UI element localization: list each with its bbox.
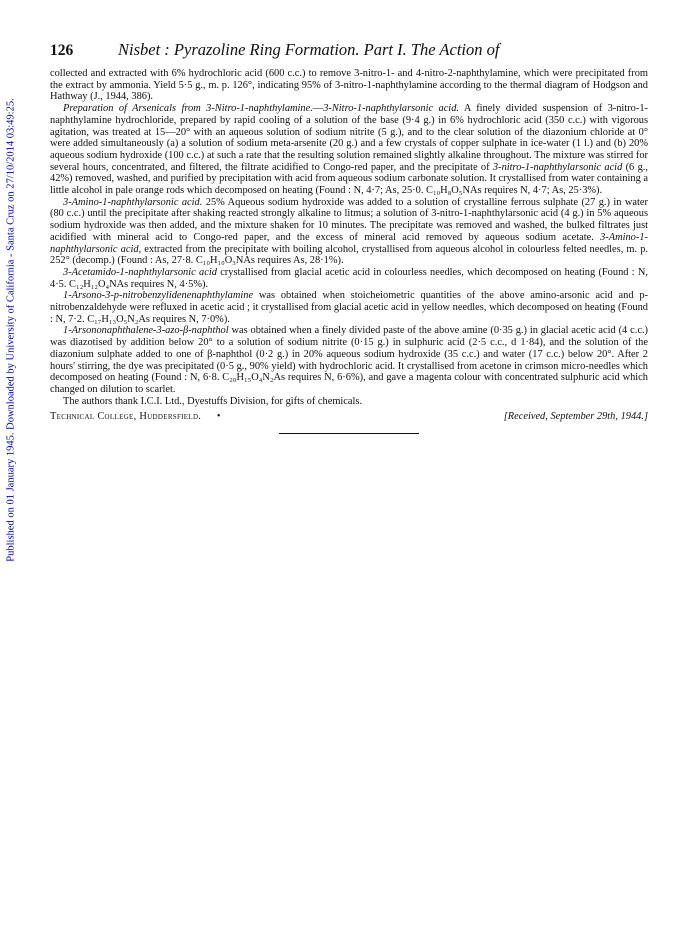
page-number: 126: [50, 42, 74, 59]
running-header: [50, 40, 648, 64]
download-notice: [3, 60, 19, 600]
page: [50, 40, 648, 434]
article-body: [50, 68, 648, 434]
paragraph-acetamido: 3-Acetamido-1-naphthylarsonic acid crystallised from glacial acetic acid in colourless needles, which decomposed on heating (Found : N, 4·5. C₁₂H₁₂O₄NAs requires N, 4·5%).: [50, 266, 648, 290]
article-footer: [50, 411, 648, 423]
bullet-mark: •: [216, 411, 221, 423]
section-heading: Preparation of Arsenicals from 3-Nitro-1-naphthylamine.: [63, 103, 313, 115]
compound-heading-benzylidene: 1-Arsono-3-p-nitrobenzylidenenaphthylamine: [63, 290, 254, 302]
paragraph-azo-naphthol: 1-Arsononaphthalene-3-azo-β-naphthol was obtained when a finely divided paste of the above amine (0·35 g.) in glacial acetic acid (4 c.c.) was diazotised by addition below 20° to a solution of sodium nitrite (0·15 g.) in sulphuric acid (2·5 c.c., d 1·84), and the solution of the diazonium sulphate added to one of β-naphthol (0·2 g.) in 20% aqueous sodium hydroxide (35 c.c.) and water (17 c.c.) below 20°. After 2 hours' stirring, the dye was precipitated (0·5 g., 90% yield) with hydrochloric acid. It crystallised from acetone in crimson micro-needles which decomposed on heating (Found : N, 6·8. C₂₀H₁₅O₄N₂As requires N, 6·6%), and gave a magenta colour with concentrated sulphuric acid which changed on dilution to scarlet.: [50, 325, 648, 395]
compound-heading-amino: 3-Amino-1-naphthylarsonic acid.: [63, 196, 203, 208]
paragraph-nitro-arsonic: Preparation of Arsenicals from 3-Nitro-1-naphthylamine.—3-Nitro-1-naphthylarsonic acid. A finely divided suspension of 3-nitro-1-naphthylamine hydrochloride, prepared by rapid cooling of a solution of the base (9·4 g.) in 6% hydrochloric acid (350 c.c.) with vigorous agitation, was treated at 15—20° with an aqueous solution of sodium nitrite (5 g.), and to the clear solution of the diazonium chloride at 0° were added simultaneously (a) a solution of sodium meta-arsenite (20 g.) and a few crystals of copper sulphate in ice-water (1 l.) and (b) 20% aqueous sodium hydroxide (100 c.c.) at such a rate that the resulting solution remained slightly alkaline throughout. The mixture was stirred for several hours, concentrated, and filtered, the filtrate acidified to Congo-red paper, and the precipitate of 3-nitro-1-naphthylarsonic acid (6 g., 42%) removed, washed, and purified by precipitation with acid from aqueous sodium carbonate solution. It crystallised from water containing a little alcohol in pale orange rods which decomposed on heating (Found : N, 4·7; As, 25·0. C₁₀H₈O₅NAs requires N, 4·7; As, 25·3%).: [50, 103, 648, 197]
affiliation-group: [50, 411, 220, 423]
affiliation: Technical College, Huddersfield.: [50, 411, 202, 423]
compound-heading-azo: 1-Arsononaphthalene-3-azo-β-naphthol: [63, 325, 229, 337]
paragraph-arsono-benzylidene: 1-Arsono-3-p-nitrobenzylidenenaphthylamine was obtained when stoicheiometric quantities of the above amino-arsonic acid and p-nitrobenzaldehyde were refluxed in acetic acid ; it crystallised from glacial acetic acid in yellow needles, which decomposed on heating (Found : N, 7·2. C₁₇H₁₃O₅N₂As requires N, 7·0%).: [50, 290, 648, 325]
running-title: Nisbet : Pyrazoline Ring Formation. Part I. The Action of: [118, 40, 500, 59]
end-rule: [279, 433, 419, 434]
compound-heading-nitro: 3-Nitro-1-naphthylarsonic acid.: [323, 103, 459, 115]
compound-heading-acetamido: 3-Acetamido-1-naphthylarsonic acid: [63, 266, 217, 278]
paragraph-amino-arsonic: 3-Amino-1-naphthylarsonic acid. 25% Aqueous sodium hydroxide was added to a solution of crystalline ferrous sulphate (27 g.) in water (80 c.c.) until the precipitate after shaking reacted strongly alkaline to litmus; a solution of 3-nitro-1-naphthylarsonic acid (4 g.) in 5% aqueous sodium hydroxide was then added, and the mixture shaken for 10 minutes. The precipitate was removed and washed, the bulked filtrates just acidified with mineral acid to Congo-red paper, and the excess of mineral acid removed by aqueous sodium acetate. 3-Amino-1-naphthylarsonic acid, extracted from the precipitate with boiling alcohol, crystallised from aqueous alcohol in colourless felted needles, m. p. 252° (decomp.) (Found : As, 27·8. C₁₀H₁₀O₃NAs requires As, 28·1%).: [50, 196, 648, 267]
acknowledgement: The authors thank I.C.I. Ltd., Dyestuffs Division, for gifts of chemicals.: [63, 395, 363, 407]
received-date: [Received, September 29th, 1944.]: [503, 411, 648, 423]
paragraph-extraction: collected and extracted with 6% hydrochloric acid (600 c.c.) to remove 3-nitro-1- and 4-nitro-2-naphthylamine, which were precipitated from the extract by ammonia. Yield 5·5 g., m. p. 126°, indicating 95% of 3-nitro-1-naphthylamine according to the thermal diagram of Hodgson and Hathway (J., 1944, 386).: [50, 68, 648, 103]
download-notice-text: Published on 01 January 1945. Downloaded by University of California - Santa Cruz on 27/10/2014 03:49:25.: [5, 98, 17, 562]
